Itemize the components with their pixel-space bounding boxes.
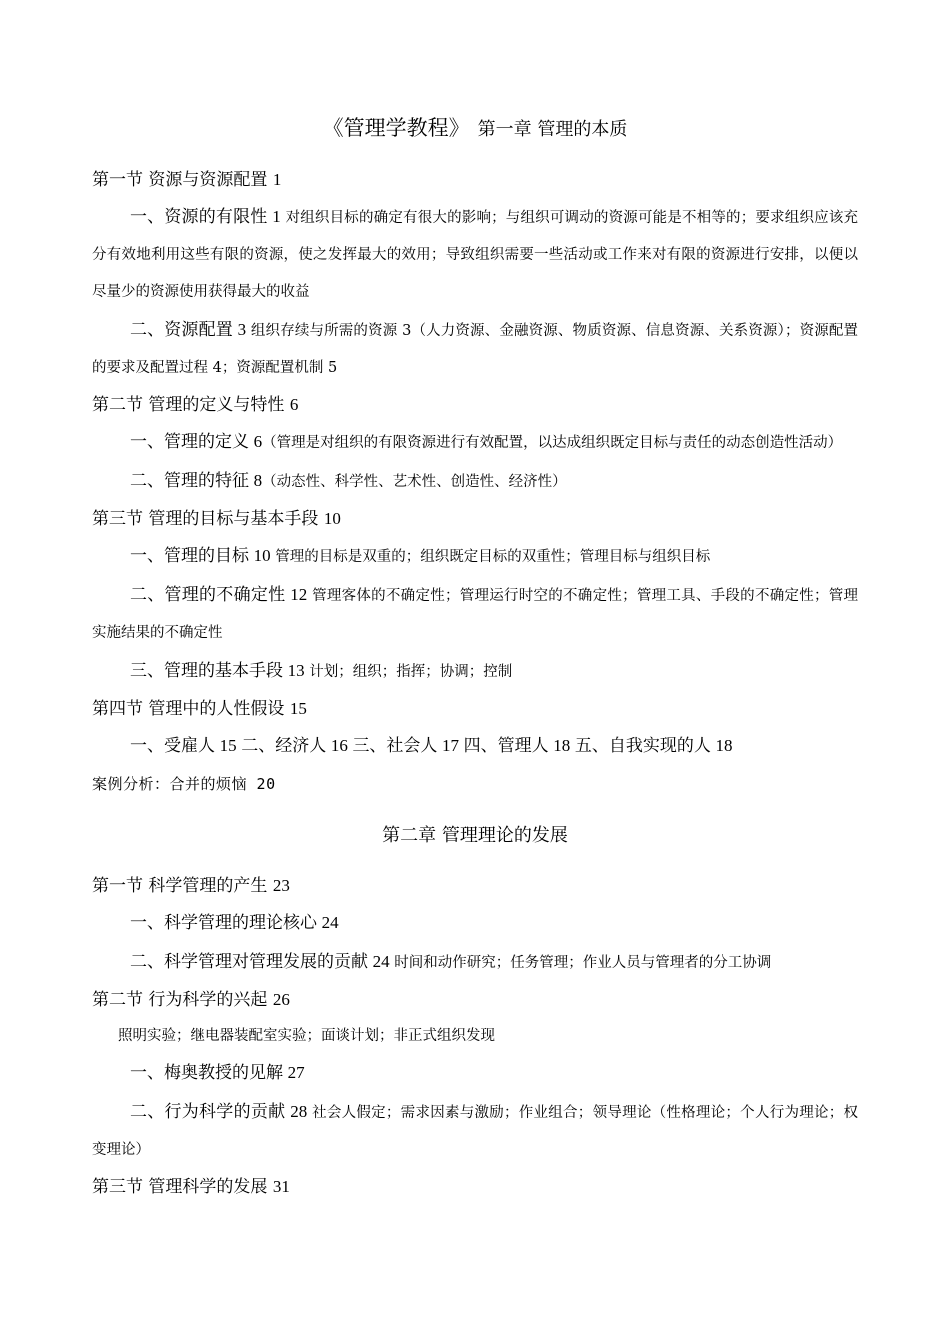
item-page: 3 xyxy=(237,320,247,339)
item-text: 组织存续与所需的资源 3（人力资源、金融资源、物质资源、信息资源、关系资源）；资源配置的要求及配置过程 4；资源配置机制 5 xyxy=(92,323,859,376)
section-label: 第三节 管理科学的发展 xyxy=(92,1177,268,1197)
item-page: 1 xyxy=(272,207,281,226)
item-heading: 二、资源配置 xyxy=(130,320,233,340)
item-page: 24 xyxy=(321,913,339,932)
chapter-2-title: 第二章 管理理论的发展 xyxy=(382,825,568,846)
item-heading: 一、梅奥教授的见解 xyxy=(130,1063,283,1083)
item-page: 6 xyxy=(253,432,263,451)
item-page: 27 xyxy=(287,1063,305,1082)
section-item xyxy=(92,1093,858,1169)
item-heading: 二、管理的不确定性 xyxy=(130,585,286,605)
section-item xyxy=(92,727,858,766)
item-text: 对组织目标的确定有很大的影响；与组织可调动的资源可能是不相等的；要求组织应该充分有效地利用这些有限的资源，使之发挥最大的效用；导致组织需要一些活动或工作来对有限的资源进行安排，以便以尽量少的资源使用获得最大的收益 xyxy=(92,210,859,300)
section-heading xyxy=(92,501,858,537)
item-heading: 三、管理的基本手段 xyxy=(130,661,283,681)
section-item xyxy=(92,576,858,652)
item-page: 12 xyxy=(290,585,308,604)
book-title: 《管理学教程》 xyxy=(322,116,470,140)
item-text: 管理客体的不确定性；管理运行时空的不确定性；管理工具、手段的不确定性；管理实施结果的不确定性 xyxy=(92,588,859,641)
item-heading: 四、管理人 xyxy=(463,736,549,756)
section-heading xyxy=(92,162,858,198)
item-heading: 一、管理的目标 xyxy=(130,546,249,566)
item-heading: 二、管理的特征 xyxy=(130,471,249,491)
item-page: 18 xyxy=(553,736,571,755)
item-heading: 二、科学管理对管理发展的贡献 xyxy=(130,952,368,972)
section-note: 照明实验；继电器装配室实验；面谈计划；非正式组织发现 xyxy=(118,1028,495,1044)
item-text: （动态性、科学性、艺术性、创造性、经济性） xyxy=(262,474,567,490)
section-label: 第二节 管理的定义与特性 xyxy=(92,395,285,415)
item-page: 24 xyxy=(372,952,390,971)
item-page: 8 xyxy=(253,471,263,490)
section-item xyxy=(92,1054,858,1093)
section-label: 第三节 管理的目标与基本手段 xyxy=(92,509,319,529)
section-page: 26 xyxy=(272,990,290,1009)
section-label: 第一节 科学管理的产生 xyxy=(92,876,268,896)
section-item xyxy=(92,904,858,943)
item-page: 16 xyxy=(330,736,348,755)
item-text: （管理是对组织的有限资源进行有效配置，以达成组织既定目标与责任的动态创造性活动） xyxy=(262,435,843,451)
case-analysis: 案例分析：合并的烦恼 20 xyxy=(92,775,276,793)
item-text: 计划；组织；指挥；协调；控制 xyxy=(309,664,513,680)
item-page: 10 xyxy=(253,546,271,565)
section-heading xyxy=(92,982,858,1018)
section-label: 第二节 行为科学的兴起 xyxy=(92,990,268,1010)
item-text: 管理的目标是双重的；组织既定目标的双重性；管理目标与组织目标 xyxy=(275,549,711,565)
item-text: 时间和动作研究；任务管理；作业人员与管理者的分工协调 xyxy=(394,955,772,971)
item-heading: 二、经济人 xyxy=(241,736,327,756)
item-page: 15 xyxy=(219,736,237,755)
section-label: 第一节 资源与资源配置 xyxy=(92,170,268,190)
section-page: 31 xyxy=(272,1177,290,1196)
document-title xyxy=(92,110,858,146)
chapter-1-title: 第一章 管理的本质 xyxy=(477,119,628,140)
section-item xyxy=(92,943,858,982)
section-heading xyxy=(92,1169,858,1205)
section-item xyxy=(92,311,858,387)
section-page: 6 xyxy=(289,395,299,414)
section-item xyxy=(92,537,858,576)
item-text: 社会人假定；需求因素与激励；作业组合；领导理论（性格理论；个人行为理论；权变理论） xyxy=(92,1105,859,1158)
section-heading xyxy=(92,868,858,904)
section-page: 15 xyxy=(289,699,307,718)
item-heading: 一、资源的有限性 xyxy=(130,207,268,227)
item-heading: 二、行为科学的贡献 xyxy=(130,1102,286,1122)
item-heading: 一、受雇人 xyxy=(130,736,215,756)
section-label: 第四节 管理中的人性假设 xyxy=(92,699,285,719)
item-page: 17 xyxy=(442,736,460,755)
section-heading xyxy=(92,691,858,727)
section-item xyxy=(92,198,858,311)
item-heading: 一、科学管理的理论核心 xyxy=(130,913,317,933)
document-page xyxy=(92,110,858,1205)
section-heading xyxy=(92,387,858,423)
item-heading: 五、自我实现的人 xyxy=(574,736,711,756)
section-page: 10 xyxy=(323,509,341,528)
item-heading: 三、社会人 xyxy=(352,736,438,756)
item-page: 13 xyxy=(287,661,305,680)
section-page: 1 xyxy=(272,170,282,189)
item-heading: 一、管理的定义 xyxy=(130,432,249,452)
section-page: 23 xyxy=(272,876,290,895)
item-page: 28 xyxy=(290,1102,308,1121)
section-item xyxy=(92,462,858,501)
item-page: 18 xyxy=(715,736,733,755)
section-item xyxy=(92,423,858,462)
section-item xyxy=(92,652,858,691)
